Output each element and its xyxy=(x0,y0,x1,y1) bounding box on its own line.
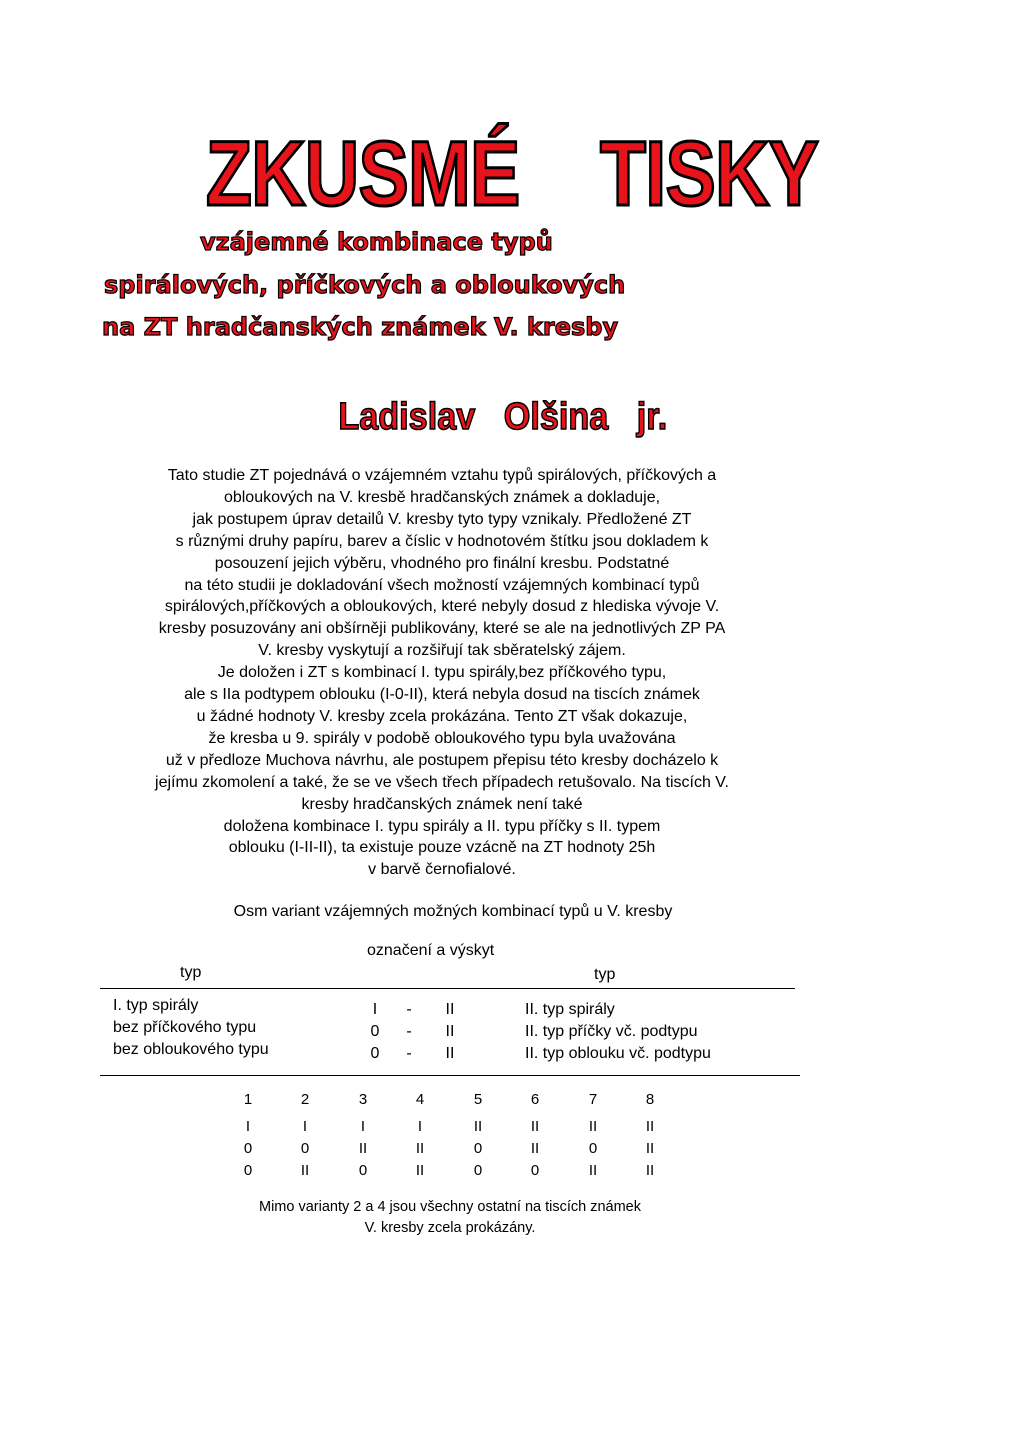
table-center-header: označení a výskyt xyxy=(367,942,495,959)
variant-number: 6 xyxy=(530,1091,540,1108)
intro-line: obloukových na V. kresbě hradčanských známek a dokladuje, xyxy=(223,488,661,506)
intro-line: Je doložen i ZT s kombinací I. typu spirály,bez příčkového typu, xyxy=(217,664,667,682)
document-title: ZKUSMÉ TISKY xyxy=(205,123,819,225)
variant-number: 2 xyxy=(300,1091,310,1108)
footer-line: V. kresby zcela prokázány. xyxy=(364,1220,536,1236)
table-code-b: II xyxy=(445,1045,455,1062)
table-right-cell: II. typ spirály xyxy=(525,1001,615,1018)
table-top-rule xyxy=(100,988,795,989)
variant-code: 0 xyxy=(588,1140,598,1157)
variant-number: 1 xyxy=(243,1091,253,1108)
subtitle-line-2: spirálových, příčkových a obloukových xyxy=(104,271,626,299)
intro-line: kresby hradčanských známek není také xyxy=(301,795,583,813)
table-right-cell: II. typ oblouku vč. podtypu xyxy=(525,1045,711,1062)
variant-code: 0 xyxy=(358,1162,368,1179)
variant-code: I xyxy=(360,1118,366,1135)
intro-line: v barvě černofialové. xyxy=(368,861,516,879)
variant-code: II xyxy=(530,1118,540,1135)
intro-line: doložena kombinace I. typu spirály a II. typu příčky s II. typem xyxy=(223,817,661,835)
intro-line: s různými druhy papíru, barev a číslic v hodnotovém štítku jsou dokladem k xyxy=(175,532,709,550)
table-dash: - xyxy=(406,1023,412,1040)
subtitle-line-1: vzájemné kombinace typů xyxy=(200,228,553,256)
variant-number: 5 xyxy=(473,1091,483,1108)
intro-line: jejímu zkomolení a také, že se ve všech třech případech retušovalo. Na tiscích V. xyxy=(155,773,729,791)
intro-line: spirálových,příčkových a obloukových, které nebyly dosud z hlediska vývoje V. xyxy=(164,598,720,616)
intro-line: ale s IIa podtypem oblouku (I-0-II), která nebyla dosud na tiscích známek xyxy=(184,686,700,704)
table-dash: - xyxy=(406,1045,412,1062)
variant-code: 0 xyxy=(530,1162,540,1179)
variant-code: II xyxy=(530,1140,540,1157)
variant-code: II xyxy=(415,1162,425,1179)
variant-number: 3 xyxy=(358,1091,368,1108)
variant-number: 7 xyxy=(588,1091,598,1108)
intro-line: oblouku (I-II-II), ta existuje pouze vzácně na ZT hodnoty 25h xyxy=(228,839,656,857)
intro-line: kresby posuzovány ani obšírněji publikovány, které se ale na jednotlivých ZP PA xyxy=(158,620,726,638)
table-left-cell: bez obloukového typu xyxy=(113,1041,269,1058)
intro-line: u žádné hodnoty V. kresby zcela prokázána. Tento ZT však dokazuje, xyxy=(196,707,688,725)
table-code-a: 0 xyxy=(370,1045,380,1062)
intro-line: V. kresby vyskytují a rozšiřují tak sběratelský zájem. xyxy=(258,642,626,660)
variants-heading: Osm variant vzájemných možných kombinací typů u V. kresby xyxy=(233,903,673,920)
table-left-cell: bez příčkového typu xyxy=(113,1019,257,1036)
variant-code: 0 xyxy=(300,1140,310,1157)
table-bottom-rule xyxy=(100,1075,800,1076)
intro-line: jak postupem úprav detailů V. kresby tyto typy vznikaly. Předložené ZT xyxy=(192,510,692,528)
table-left-header: typ xyxy=(180,964,202,981)
variant-code: I xyxy=(302,1118,308,1135)
variant-code: 0 xyxy=(473,1140,483,1157)
subtitle-line-3: na ZT hradčanských známek V. kresby xyxy=(102,313,619,341)
variant-code: II xyxy=(415,1140,425,1157)
variant-code: II xyxy=(358,1140,368,1157)
table-left-cell: I. typ spirály xyxy=(113,997,199,1014)
table-right-header: typ xyxy=(594,966,616,983)
variant-number: 8 xyxy=(645,1091,655,1108)
table-right-cell: II. typ příčky vč. podtypu xyxy=(525,1023,698,1040)
variant-code: II xyxy=(645,1118,655,1135)
variant-code: II xyxy=(645,1162,655,1179)
variant-code: II xyxy=(300,1162,310,1179)
table-code-b: II xyxy=(445,1023,455,1040)
variant-code: II xyxy=(473,1118,483,1135)
table-code-b: II xyxy=(445,1001,455,1018)
author-name: Ladislav Olšina jr. xyxy=(338,396,668,438)
variant-number: 4 xyxy=(415,1091,425,1108)
intro-line: že kresba u 9. spirály v podobě obloukového typu byla uvažována xyxy=(208,729,676,747)
intro-paragraph xyxy=(92,465,792,881)
table-dash: - xyxy=(406,1001,412,1018)
intro-line: Tato studie ZT pojednává o vzájemném vztahu typů spirálových, příčkových a xyxy=(167,467,717,484)
variant-code: 0 xyxy=(243,1140,253,1157)
variant-code: I xyxy=(245,1118,251,1135)
variant-code: 0 xyxy=(243,1162,253,1179)
intro-line: na této studii je dokladování všech možností vzájemných kombinací typů xyxy=(184,576,700,594)
variant-code: 0 xyxy=(473,1162,483,1179)
variant-code: II xyxy=(588,1118,598,1135)
variant-code: II xyxy=(588,1162,598,1179)
footer-note xyxy=(150,1197,750,1239)
table-code-a: 0 xyxy=(370,1023,380,1040)
intro-line: posouzení jejich výběru, vhodného pro finální kresbu. Podstatné xyxy=(214,554,670,572)
table-code-a: I xyxy=(372,1001,378,1018)
footer-line: Mimo varianty 2 a 4 jsou všechny ostatní na tiscích známek xyxy=(258,1199,641,1215)
intro-line: už v předloze Muchova návrhu, ale postupem přepisu této kresby docházelo k xyxy=(165,751,719,769)
variant-code: II xyxy=(645,1140,655,1157)
variant-code: I xyxy=(417,1118,423,1135)
